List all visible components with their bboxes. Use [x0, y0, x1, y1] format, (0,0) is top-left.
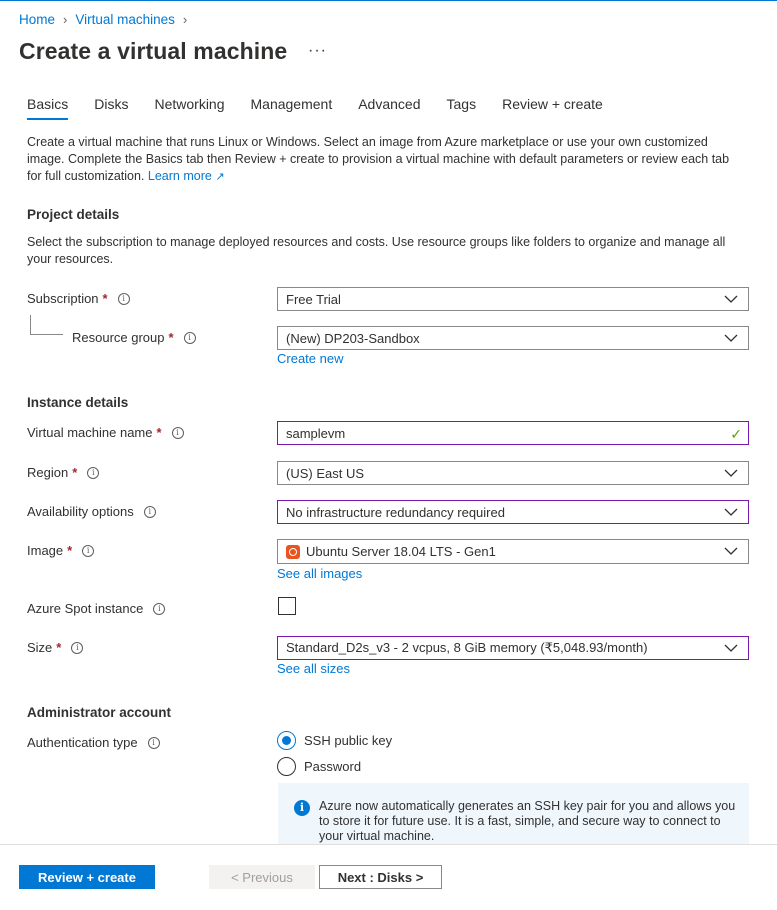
- chevron-down-icon: [724, 505, 738, 519]
- instance-details-heading: Instance details: [27, 395, 129, 410]
- region-label: Region * i: [27, 465, 99, 480]
- intro-text: [27, 134, 747, 186]
- tree-connector: [30, 315, 63, 335]
- subscription-select[interactable]: Free Trial: [277, 287, 749, 311]
- external-link-icon: ↗: [215, 171, 225, 183]
- info-icon[interactable]: i: [148, 737, 160, 749]
- page-title: Create a virtual machine: [19, 38, 288, 64]
- info-icon[interactable]: i: [144, 506, 156, 518]
- ssh-public-key-radio[interactable]: SSH public key: [277, 731, 392, 750]
- ssh-info-box: i Azure now automatically generates an SSH key pair for you and allows you to store it for future use. It is a fast, simple, and secure way to connect to your virtual machine.: [278, 783, 749, 845]
- next-disks-button[interactable]: Next : Disks >: [319, 865, 442, 889]
- image-label: Image * i: [27, 543, 94, 558]
- learn-more-link[interactable]: Learn more ↗: [147, 169, 225, 183]
- vm-name-input[interactable]: samplevm ✓: [277, 421, 749, 445]
- tab-advanced[interactable]: Advanced: [358, 96, 421, 112]
- breadcrumb-home[interactable]: Home: [19, 12, 56, 27]
- radio-unselected-icon: [277, 757, 296, 776]
- chevron-down-icon: [724, 292, 738, 306]
- tab-disks[interactable]: Disks: [94, 96, 129, 112]
- administrator-account-heading: Administrator account: [27, 705, 172, 720]
- checkmark-icon: ✓: [730, 426, 742, 442]
- info-icon[interactable]: i: [118, 293, 130, 305]
- region-select[interactable]: (US) East US: [277, 461, 749, 485]
- chevron-down-icon: [724, 331, 738, 345]
- intro-description: Create a virtual machine that runs Linux or Windows. Select an image from Azure marketplace or use your own customized image. Complete the Basics tab then Review + create to provision a virtual machine with default parameters or review each tab for full customization.: [27, 135, 730, 183]
- availability-options-select[interactable]: No infrastructure redundancy required: [277, 500, 749, 524]
- chevron-down-icon: [724, 641, 738, 655]
- tab-review-create[interactable]: Review + create: [502, 96, 603, 112]
- chevron-down-icon: [724, 544, 738, 558]
- see-all-images-link[interactable]: See all images: [277, 566, 363, 581]
- more-options-button[interactable]: ···: [308, 42, 327, 59]
- chevron-down-icon: [724, 466, 738, 480]
- create-new-link[interactable]: Create new: [277, 351, 344, 366]
- size-select[interactable]: Standard_D2s_v3 - 2 vcpus, 8 GiB memory (₹5,048.93/month): [277, 636, 749, 660]
- chevron-right-icon: ›: [63, 12, 68, 27]
- image-select[interactable]: Ubuntu Server 18.04 LTS - Gen1: [277, 539, 749, 564]
- review-create-button[interactable]: Review + create: [19, 865, 155, 889]
- subscription-label: Subscription * i: [27, 291, 130, 306]
- authentication-type-label: Authentication type i: [27, 735, 160, 750]
- info-icon[interactable]: i: [172, 427, 184, 439]
- info-filled-icon: i: [294, 800, 310, 816]
- vm-name-label: Virtual machine name * i: [27, 425, 184, 440]
- tab-basics[interactable]: Basics: [27, 96, 68, 120]
- tab-bar: [27, 96, 629, 120]
- size-label: Size * i: [27, 640, 83, 655]
- top-accent-line: [0, 0, 777, 1]
- breadcrumb-virtual-machines[interactable]: Virtual machines: [75, 12, 175, 27]
- tab-networking[interactable]: Networking: [154, 96, 225, 112]
- info-icon[interactable]: i: [153, 603, 165, 615]
- project-details-description: Select the subscription to manage deployed resources and costs. Use resource groups like folders to organize and manage all your resources.: [27, 235, 726, 266]
- breadcrumb: [19, 12, 195, 27]
- info-icon[interactable]: i: [184, 332, 196, 344]
- see-all-sizes-link[interactable]: See all sizes: [277, 661, 350, 676]
- tab-tags[interactable]: Tags: [446, 96, 477, 112]
- spot-instance-checkbox[interactable]: [278, 597, 296, 615]
- info-icon[interactable]: i: [71, 642, 83, 654]
- ubuntu-logo-icon: [286, 545, 300, 559]
- info-icon[interactable]: i: [87, 467, 99, 479]
- previous-button[interactable]: < Previous: [209, 865, 315, 889]
- info-icon[interactable]: i: [82, 545, 94, 557]
- resource-group-label: Resource group * i: [72, 330, 196, 345]
- radio-selected-icon: [277, 731, 296, 750]
- resource-group-select[interactable]: (New) DP203-Sandbox: [277, 326, 749, 350]
- footer-bar: [0, 844, 777, 910]
- tab-management[interactable]: Management: [250, 96, 333, 112]
- password-radio[interactable]: Password: [277, 757, 361, 776]
- spot-instance-label: Azure Spot instance i: [27, 601, 165, 616]
- availability-options-label: Availability options i: [27, 504, 156, 519]
- chevron-right-icon: ›: [182, 12, 188, 27]
- project-details-heading: Project details: [27, 207, 120, 222]
